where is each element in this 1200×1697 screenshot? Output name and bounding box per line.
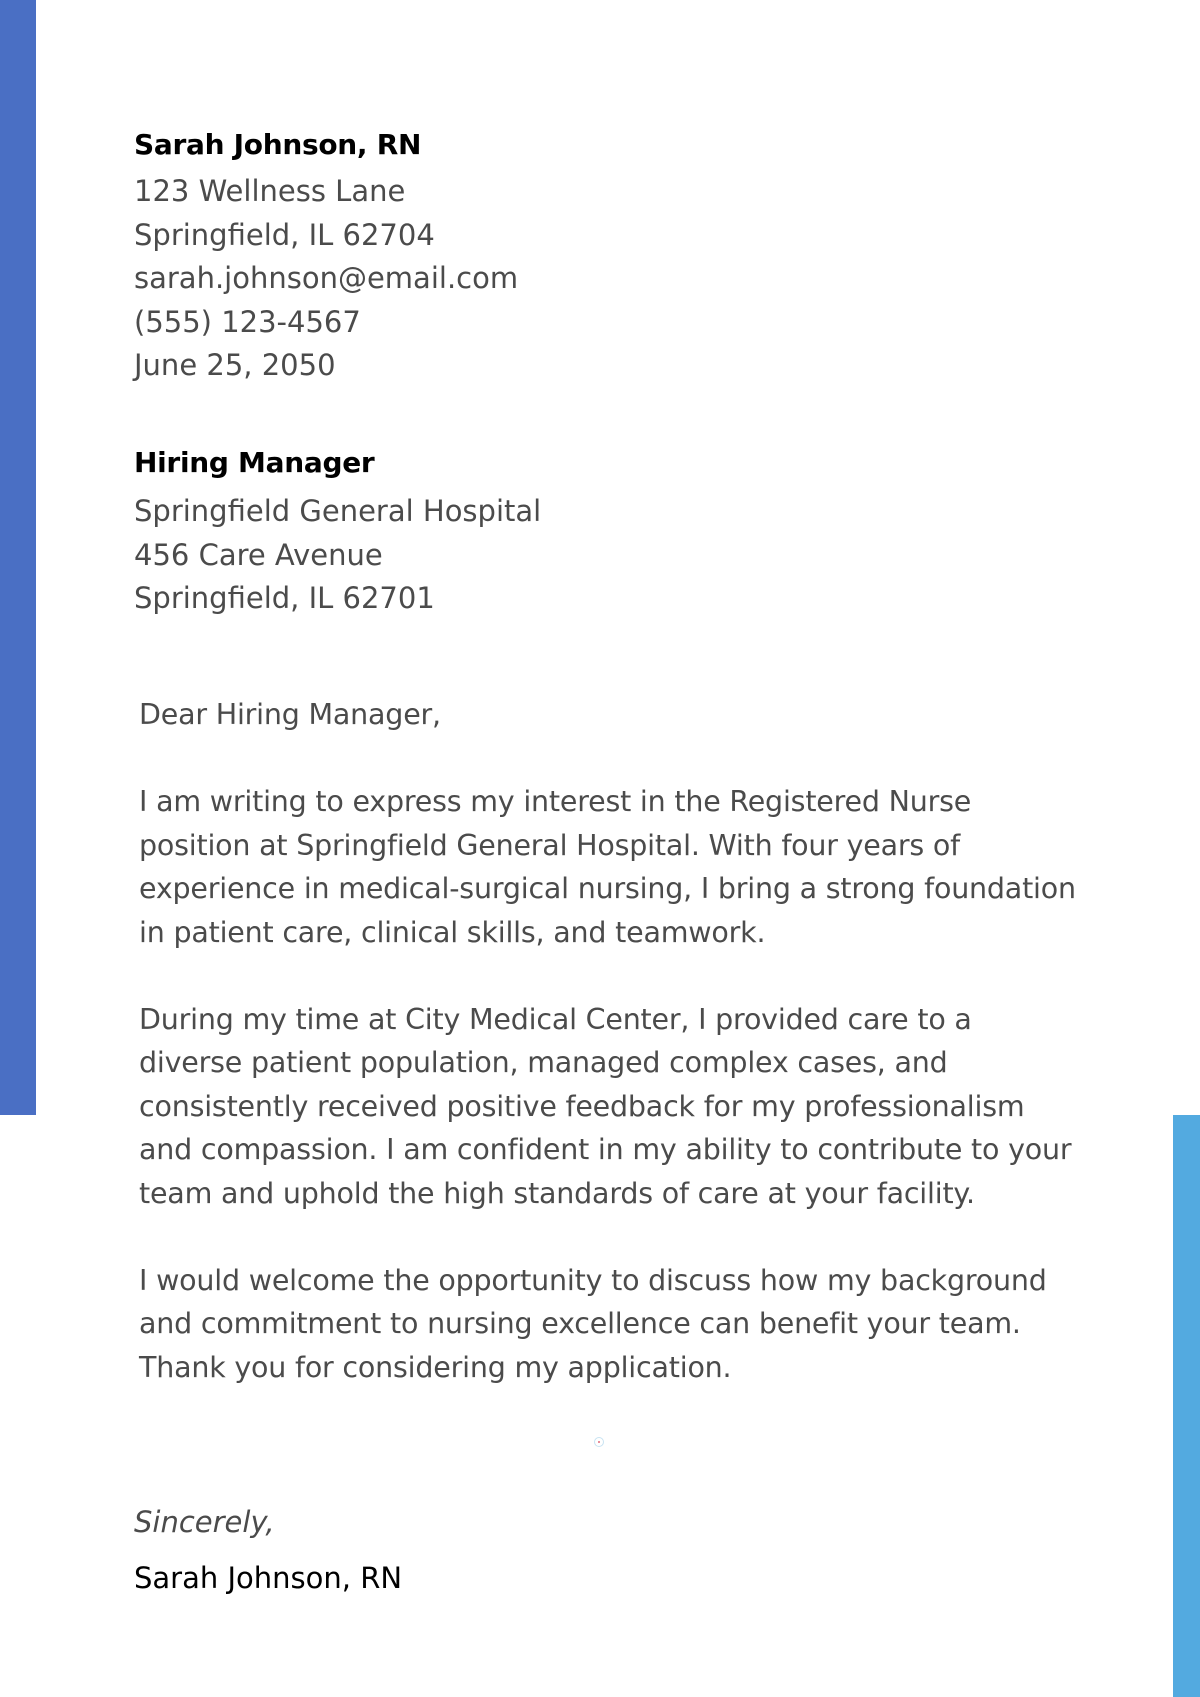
body-paragraph-3: I would welcome the opportunity to discuss how my background and commitment to nursing excellence can benefit your team. Thank you for considering my application. (139, 1263, 1047, 1384)
signature-name: Sarah Johnson, RN (134, 1561, 403, 1595)
body-paragraph-2: During my time at City Medical Center, I provided care to a diverse patient population, managed complex cases, and consistently received positive feedback for my professionalism and compassion. I am confident in my ability to contribute to your team and uphold the high standards of care at your facility. (139, 1002, 1072, 1210)
right-accent-bar (1173, 1115, 1200, 1697)
recipient-block (134, 438, 541, 621)
sender-block (134, 120, 518, 388)
sender-email: sarah.johnson@email.com (134, 261, 519, 295)
recipient-address-line2: Springfield, IL 62701 (134, 581, 435, 615)
letter-body (139, 693, 1079, 1433)
letter-date: June 25, 2050 (134, 348, 336, 382)
sender-phone: (555) 123-4567 (134, 304, 361, 339)
sender-address-line1: 123 Wellness Lane (134, 174, 406, 208)
recipient-organization: Springfield General Hospital (134, 494, 542, 528)
body-paragraph-1: I am writing to express my interest in the Registered Nurse position at Springfield General Hospital. With four years of experience in medical-surgical nursing, I bring a strong foundation in patient care, clinical skills, and teamwork. (139, 785, 1076, 949)
recipient-address-line1: 456 Care Avenue (134, 537, 383, 572)
cursor-indicator-icon (594, 1437, 604, 1447)
salutation: Dear Hiring Manager, (139, 698, 441, 731)
left-accent-bar (0, 0, 36, 1115)
sender-address-line2: Springfield, IL 62704 (134, 217, 435, 252)
recipient-title: Hiring Manager (134, 446, 375, 479)
closing: Sincerely, (134, 1505, 275, 1539)
sender-name: Sarah Johnson, RN (134, 128, 422, 161)
